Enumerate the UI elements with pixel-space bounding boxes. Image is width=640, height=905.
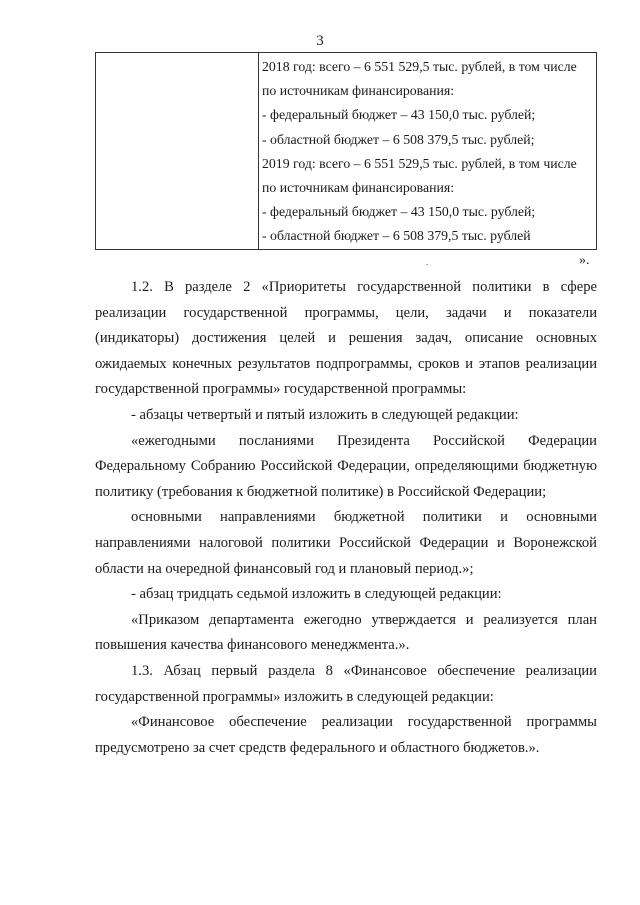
stray-dot: . (426, 258, 428, 267)
paragraph-1-2: 1.2. В разделе 2 «Приоритеты государственной политики в сфере реализации государственной программы, цели, задачи и показатели (индикаторы) достижения целей и решения задач, описание основных ожидаемых конечных результатов подпрограммы, сроков и этапов реализации государственной программы» государственной программы: (95, 279, 597, 398)
table-left-cell (96, 53, 259, 250)
paragraph-quote: «ежегодными посланиями Президента Российской Федерации Федеральному Собранию Российской Федерации, определяющими бюджетную политику (требования к бюджетной политике) в Российской Федерации; (95, 432, 597, 500)
table-line: по источникам финансирования: (262, 179, 455, 195)
paragraph-quote: «Приказом департамента ежегодно утверждается и реализуется план повышения качества финансового менеджмента.». (95, 611, 597, 654)
table-right-cell (259, 53, 597, 250)
paragraph-item: - абзац тридцать седьмой изложить в следующей редакции: (131, 586, 502, 603)
table-line: 2019 год: всего – 6 551 529,5 тыс. рублей, в том числе (262, 155, 577, 171)
table-closing-quote: ». (579, 253, 590, 268)
table-line: по источникам финансирования: (262, 83, 455, 99)
paragraph-item: - абзацы четвертый и пятый изложить в следующей редакции: (131, 406, 519, 423)
paragraph-1-3: 1.3. Абзац первый раздела 8 «Финансовое обеспечение реализации государственной программы» изложить в следующей редакции: (95, 662, 597, 705)
table-line: - областной бюджет – 6 508 379,5 тыс. рублей; (262, 131, 535, 147)
table-line: - областной бюджет – 6 508 379,5 тыс. рублей (262, 228, 531, 244)
paragraph-quote: основными направлениями бюджетной политики и основными направлениями налоговой политики Российской Федерации и Воронежской области на очередной финансовый год и плановый период.»; (95, 509, 597, 577)
table-line: - федеральный бюджет – 43 150,0 тыс. рублей; (262, 204, 536, 220)
page-number: 3 (316, 33, 324, 49)
table-line: - федеральный бюджет – 43 150,0 тыс. рублей; (262, 107, 536, 123)
table-line: 2018 год: всего – 6 551 529,5 тыс. рублей, в том числе (262, 59, 577, 74)
financing-table (95, 52, 597, 250)
body-text (95, 275, 597, 761)
paragraph-quote: «Финансовое обеспечение реализации государственной программы предусмотрено за счет средств федерального и областного бюджетов.». (95, 714, 597, 756)
